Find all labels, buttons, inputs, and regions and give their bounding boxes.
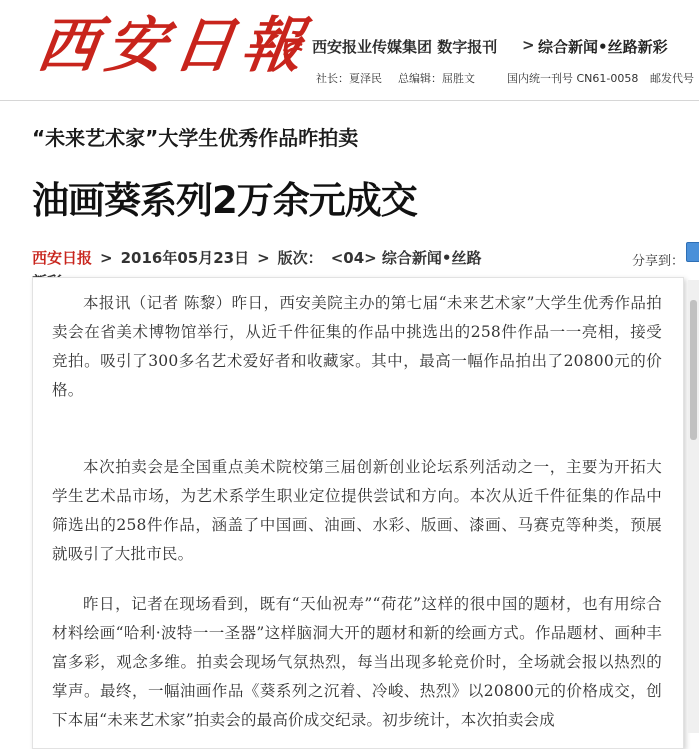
staff-chief-editor: 总编辑：屈胜文 xyxy=(398,72,475,85)
article-paragraph-1: 本报讯（记者 陈黎）昨日，西安美院主办的第七届“未来艺术家”大学生优秀作品拍卖会在省美术博物馆举行，从近千件征集的作品中挑选出的258件作品一一亮相，接受竞拍。吸引了300多名艺术爱好者和收藏家。其中，最高一幅作品拍出了20800元的价格。 xyxy=(52,294,662,399)
meta-edition[interactable]: <04> 综合新闻•丝路 xyxy=(330,249,482,267)
share-label: 分享到： xyxy=(632,254,685,269)
breadcrumb-page-section[interactable]: 综合新闻•丝路新彩 xyxy=(538,38,668,56)
meta-separator: > xyxy=(100,249,113,267)
staff-postal: 邮发代号 xyxy=(650,72,694,85)
article-title: 油画葵系列2万余元成交 xyxy=(32,179,417,222)
staff-issn: 国内统一刊号 CN61-0058 xyxy=(507,72,639,85)
article-paragraph-3: 昨日，记者在现场看到，既有“天仙祝寿”“荷花”这样的很中国的题材，也有用综合材料绘画“哈利·波特一一圣器”这样脑洞大开的题材和新的绘画方式。作品题材、画种丰富多彩，观念多维。拍卖会现场气氛热烈，每当出现多轮竞价时，全场就会报以热烈的掌声。最终，一幅油画作品《葵系列之沉着、冷峻、热烈》以20800元的价格成交，创下本届“未来艺术家”拍卖会的最高价成交纪录。初步统计，本次拍卖会成 xyxy=(52,595,662,729)
article-paragraph-2: 本次拍卖会是全国重点美术院校第三届创新创业论坛系列活动之一，主要为开拓大学生艺术品市场，为艺术系学生职业定位提供尝试和方向。本次从近千件征集的作品中筛选出的258件作品，涵盖了中国画、油画、水彩、版画、漆画、马赛克等种类，预展就吸引了大批市民。 xyxy=(52,458,662,563)
site-logo[interactable]: 西安日報 xyxy=(33,11,315,81)
red-swirl-icon xyxy=(282,39,304,57)
meta-edition-label: 版次： xyxy=(277,249,323,267)
scrollbar-thumb[interactable] xyxy=(690,300,697,440)
site-header xyxy=(0,0,699,101)
meta-date: 2016年05月23日 xyxy=(120,249,250,267)
meta-separator-2: > xyxy=(257,249,270,267)
share-icon[interactable] xyxy=(686,242,699,262)
breadcrumb-separator: > xyxy=(522,36,535,54)
meta-paper-link[interactable]: 西安日报 xyxy=(32,249,93,267)
group-name[interactable]: 西安报业传媒集团 数字报刊 xyxy=(312,38,498,56)
staff-director: 社长：夏泽民 xyxy=(316,72,382,85)
article-subtitle: “未来艺术家”大学生优秀作品昨拍卖 xyxy=(32,126,359,150)
